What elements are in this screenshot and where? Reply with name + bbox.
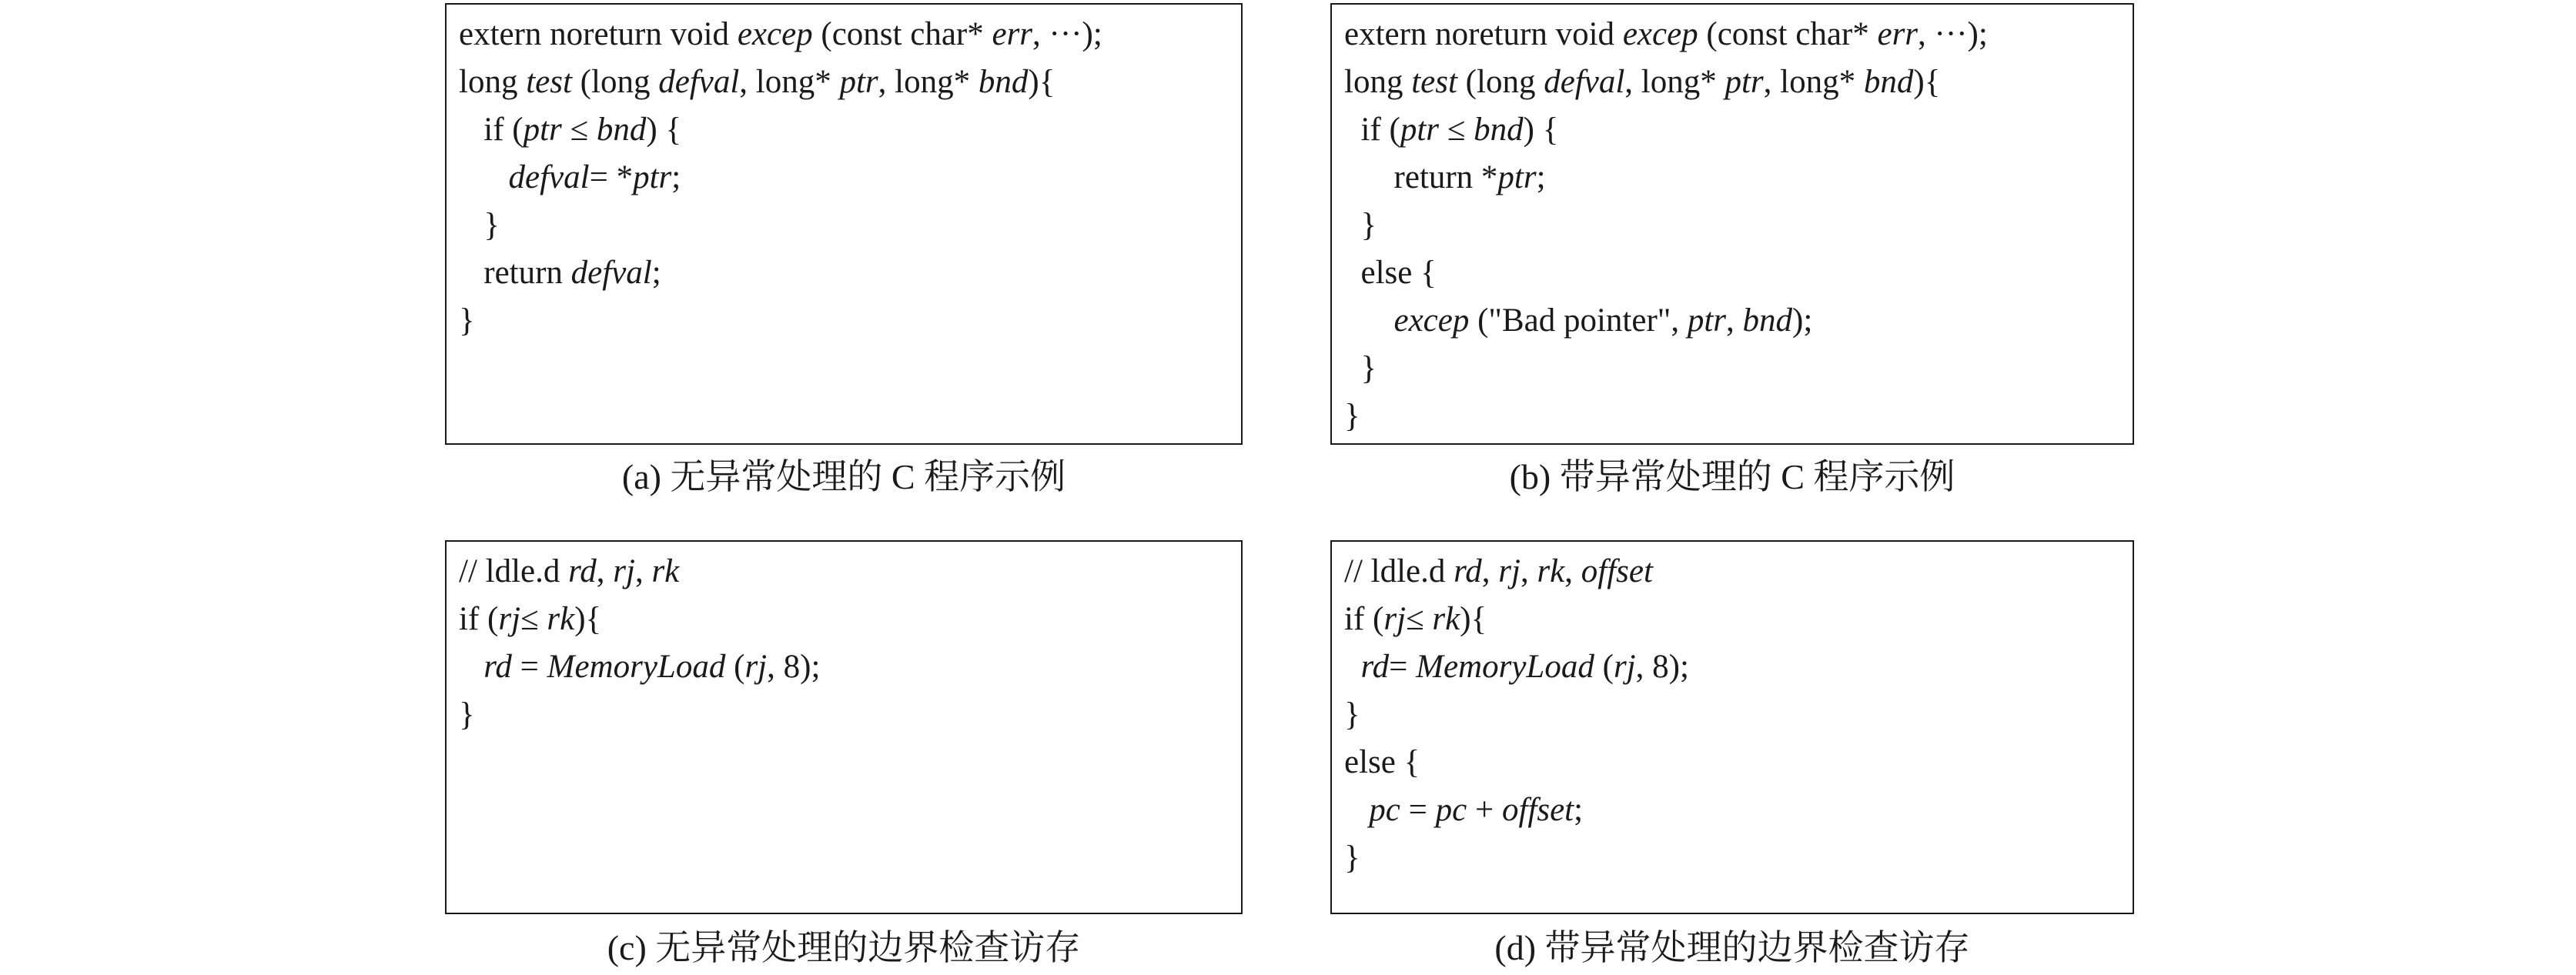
code-token: return (459, 255, 571, 291)
code-identifier: bnd (596, 112, 647, 148)
code-token: , long* (1763, 64, 1864, 100)
code-token: = (1389, 649, 1417, 685)
code-identifier: rk (547, 601, 575, 637)
code-line (459, 643, 1241, 691)
code-identifier: excep (1622, 16, 1698, 52)
code-token: } (1344, 696, 1360, 733)
code-identifier: ptr (633, 159, 672, 195)
code-line (1344, 249, 2133, 297)
code-token: ( (725, 649, 745, 685)
code-token: ){ (1028, 64, 1055, 100)
code-token: ){ (1913, 64, 1941, 100)
code-token: long (459, 64, 527, 100)
code-identifier: pc (1435, 792, 1467, 828)
code-line (1344, 786, 2133, 834)
code-token: // ldle.d (459, 553, 569, 589)
code-line (1344, 345, 2133, 392)
code-token: , long* (1624, 64, 1725, 100)
code-token: ){ (1460, 601, 1487, 637)
caption-a: (a) 无异常处理的 C 程序示例 (621, 457, 1066, 496)
code-token: , 8); (1635, 649, 1689, 685)
code-token: , long* (878, 64, 979, 100)
code-line (459, 58, 1241, 106)
caption-d: (d) 带异常处理的边界检查访存 (1494, 928, 1970, 967)
code-identifier: ptr (839, 64, 878, 100)
code-token: ; (1574, 792, 1584, 828)
caption-b: (b) 带异常处理的 C 程序示例 (1509, 457, 1955, 496)
code-token: if ( (459, 601, 499, 637)
code-line (459, 202, 1241, 249)
code-identifier: rd (1454, 553, 1482, 589)
code-token: } (1344, 840, 1360, 876)
code-token: (long (1457, 64, 1544, 100)
code-identifier: defval (1544, 64, 1625, 100)
code-token: (const char* (1698, 16, 1878, 52)
code-identifier: rj (498, 601, 521, 637)
code-identifier: defval (508, 159, 590, 195)
code-line (1344, 106, 2133, 154)
code-token: else { (1344, 744, 1420, 780)
code-token: ≤ (520, 601, 547, 637)
code-line (459, 596, 1241, 643)
code-identifier: rj (1613, 649, 1636, 685)
code-identifier: rk (1537, 553, 1565, 589)
code-token: } (1344, 350, 1377, 386)
code-line (459, 249, 1241, 297)
code-token: = * (589, 159, 634, 195)
code-identifier: ptr (1497, 159, 1537, 195)
code-token: ) { (646, 112, 682, 148)
code-identifier: bnd (1863, 64, 1914, 100)
code-line (1344, 596, 2133, 643)
code-token: // ldle.d (1344, 553, 1454, 589)
code-identifier: rj (613, 553, 635, 589)
code-token: ≤ (561, 112, 597, 148)
code-identifier: ptr (1400, 112, 1440, 148)
code-token (1344, 649, 1361, 685)
code-identifier: rd (568, 553, 597, 589)
code-token: ≤ (1439, 112, 1474, 148)
code-identifier: err (992, 16, 1033, 52)
code-identifier: rk (1432, 601, 1460, 637)
code-identifier: bnd (1474, 112, 1524, 148)
code-line (459, 11, 1241, 58)
code-identifier: test (526, 64, 572, 100)
code-line (1344, 11, 2133, 58)
code-identifier: offset (1501, 792, 1574, 828)
code-token: ) { (1523, 112, 1559, 148)
code-token: return * (1344, 159, 1498, 195)
code-identifier: excep (1393, 302, 1470, 339)
code-line (459, 548, 1241, 596)
code-token: = (511, 649, 547, 685)
code-token: , (1481, 553, 1499, 589)
code-token: } (459, 302, 475, 339)
code-token: , ···); (1918, 16, 1988, 52)
code-token: ); (1792, 302, 1813, 339)
code-identifier: MemoryLoad (547, 649, 726, 685)
code-token: + (1467, 792, 1502, 828)
code-token (1344, 302, 1394, 339)
code-token: ( (1594, 649, 1614, 685)
code-token: ≤ (1406, 601, 1433, 637)
code-token: ; (651, 255, 661, 291)
code-token: , (1726, 302, 1743, 339)
code-box-c (445, 540, 1243, 914)
code-token: } (1344, 207, 1377, 243)
code-identifier: defval (570, 255, 652, 291)
code-line (459, 106, 1241, 154)
code-identifier: pc (1369, 792, 1400, 828)
caption-c: (c) 无异常处理的边界检查访存 (607, 928, 1081, 967)
code-line (1344, 392, 2133, 440)
code-identifier: rd (483, 649, 512, 685)
code-identifier: rk (651, 553, 680, 589)
code-line (459, 154, 1241, 202)
code-identifier: rj (744, 649, 768, 685)
code-box-a (445, 3, 1243, 445)
code-line (1344, 548, 2133, 596)
code-token: , ···); (1032, 16, 1102, 52)
code-identifier: excep (737, 16, 813, 52)
code-line (1344, 691, 2133, 739)
code-token: if ( (1344, 112, 1400, 148)
code-identifier: rj (1383, 601, 1407, 637)
code-token (459, 159, 509, 195)
code-identifier: test (1411, 64, 1457, 100)
code-identifier: ptr (1687, 302, 1727, 339)
code-token: } (1344, 398, 1360, 434)
code-line (459, 297, 1241, 345)
code-token: , (634, 553, 652, 589)
code-identifier: ptr (523, 112, 562, 148)
code-token: if ( (459, 112, 524, 148)
code-token: , (1564, 553, 1581, 589)
code-identifier: rj (1498, 553, 1521, 589)
code-identifier: rd (1360, 649, 1390, 685)
code-token: extern noreturn void (459, 16, 738, 52)
code-token: } (459, 207, 500, 243)
code-identifier: bnd (1742, 302, 1793, 339)
code-token: (const char* (812, 16, 992, 52)
code-line (1344, 297, 2133, 345)
code-token: , (1520, 553, 1537, 589)
code-line (459, 691, 1241, 739)
code-identifier: offset (1581, 553, 1653, 589)
code-line (1344, 739, 2133, 786)
code-token: ){ (574, 601, 602, 637)
code-token: , (596, 553, 614, 589)
code-line (1344, 202, 2133, 249)
code-identifier: defval (658, 64, 740, 100)
code-token: ; (671, 159, 681, 195)
code-line (1344, 643, 2133, 691)
code-token: else { (1344, 255, 1437, 291)
code-box-d (1330, 540, 2134, 914)
code-token (1344, 792, 1369, 828)
code-token: ; (1536, 159, 1546, 195)
code-identifier: err (1877, 16, 1919, 52)
code-line (1344, 154, 2133, 202)
code-identifier: bnd (978, 64, 1029, 100)
code-token: } (459, 696, 475, 733)
code-token: , 8); (767, 649, 821, 685)
code-token: = (1400, 792, 1436, 828)
code-line (1344, 58, 2133, 106)
code-identifier: ptr (1725, 64, 1764, 100)
code-box-b (1330, 3, 2134, 445)
code-token (459, 649, 483, 685)
code-token: ("Bad pointer", (1469, 302, 1688, 339)
code-token: , long* (739, 64, 840, 100)
code-token: extern noreturn void (1344, 16, 1623, 52)
code-identifier: MemoryLoad (1416, 649, 1594, 685)
code-token: if ( (1344, 601, 1384, 637)
code-token: (long (571, 64, 659, 100)
code-line (1344, 834, 2133, 882)
code-token: long (1344, 64, 1412, 100)
